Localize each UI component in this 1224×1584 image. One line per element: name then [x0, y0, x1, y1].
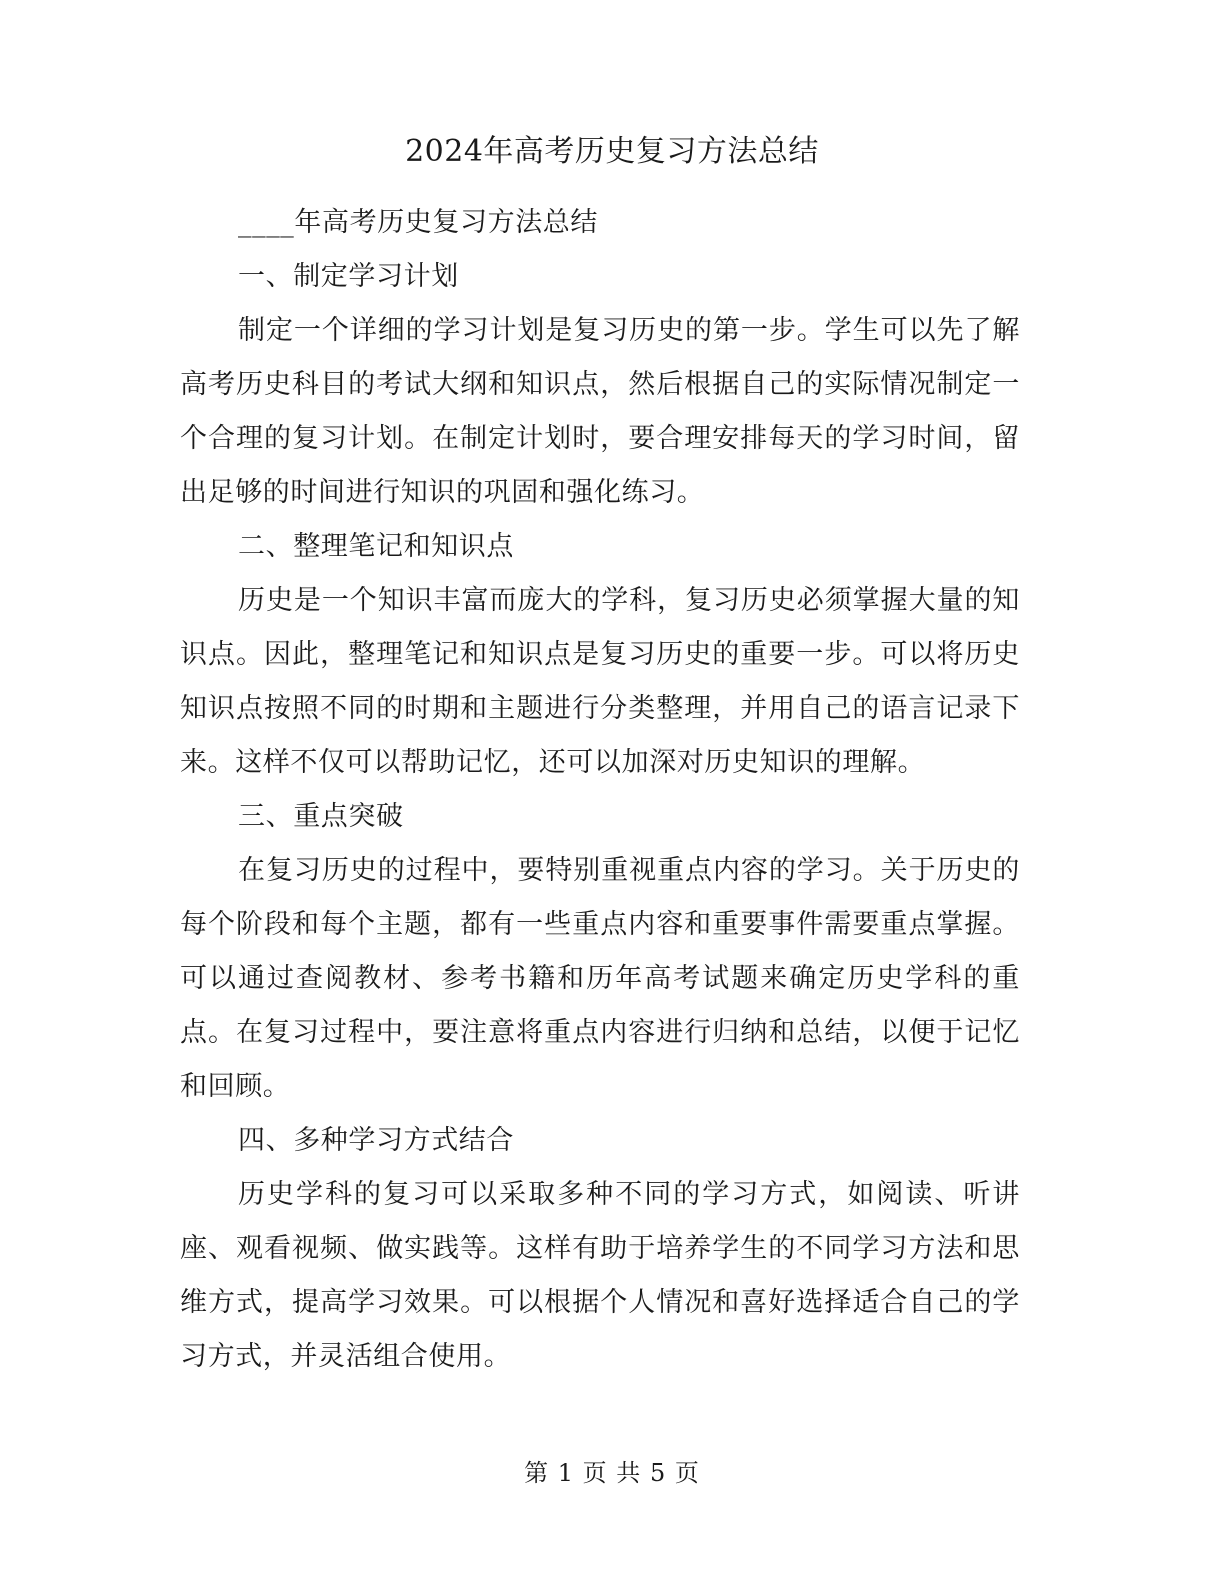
document-body [180, 196, 1020, 1384]
body-paragraph-2: 历史是一个知识丰富而庞大的学科，复习历史必须掌握大量的知识点。因此，整理笔记和知识点是复习历史的重要一步。可以将历史知识点按照不同的时期和主题进行分类整理，并用自己的语言记录下来。这样不仅可以帮助记忆，还可以加深对历史知识的理解。 [180, 585, 1020, 778]
page-number-footer: 第 1 页 共 5 页 [524, 1459, 700, 1487]
section-heading-1: 一、制定学习计划 [238, 261, 459, 292]
body-paragraph-3: 在复习历史的过程中，要特别重视重点内容的学习。关于历史的每个阶段和每个主题，都有一些重点内容和重要事件需要重点掌握。可以通过查阅教材、参考书籍和历年高考试题来确定历史学科的重点。在复习过程中，要注意将重点内容进行归纳和总结，以便于记忆和回顾。 [180, 855, 1020, 1102]
body-paragraph-4: 历史学科的复习可以采取多种不同的学习方式，如阅读、听讲座、观看视频、做实践等。这样有助于培养学生的不同学习方法和思维方式，提高学习效果。可以根据个人情况和喜好选择适合自己的学习方式，并灵活组合使用。 [180, 1179, 1020, 1372]
section-heading-4: 四、多种学习方式结合 [238, 1125, 514, 1156]
subtitle-line: ____年高考历史复习方法总结 [238, 207, 598, 238]
section-heading-2: 二、整理笔记和知识点 [238, 531, 514, 562]
document-title: 2024年高考历史复习方法总结 [405, 134, 819, 169]
section-heading-3: 三、重点突破 [238, 801, 404, 832]
body-paragraph-1: 制定一个详细的学习计划是复习历史的第一步。学生可以先了解高考历史科目的考试大纲和知识点，然后根据自己的实际情况制定一个合理的复习计划。在制定计划时，要合理安排每天的学习时间，留出足够的时间进行知识的巩固和强化练习。 [180, 315, 1020, 508]
